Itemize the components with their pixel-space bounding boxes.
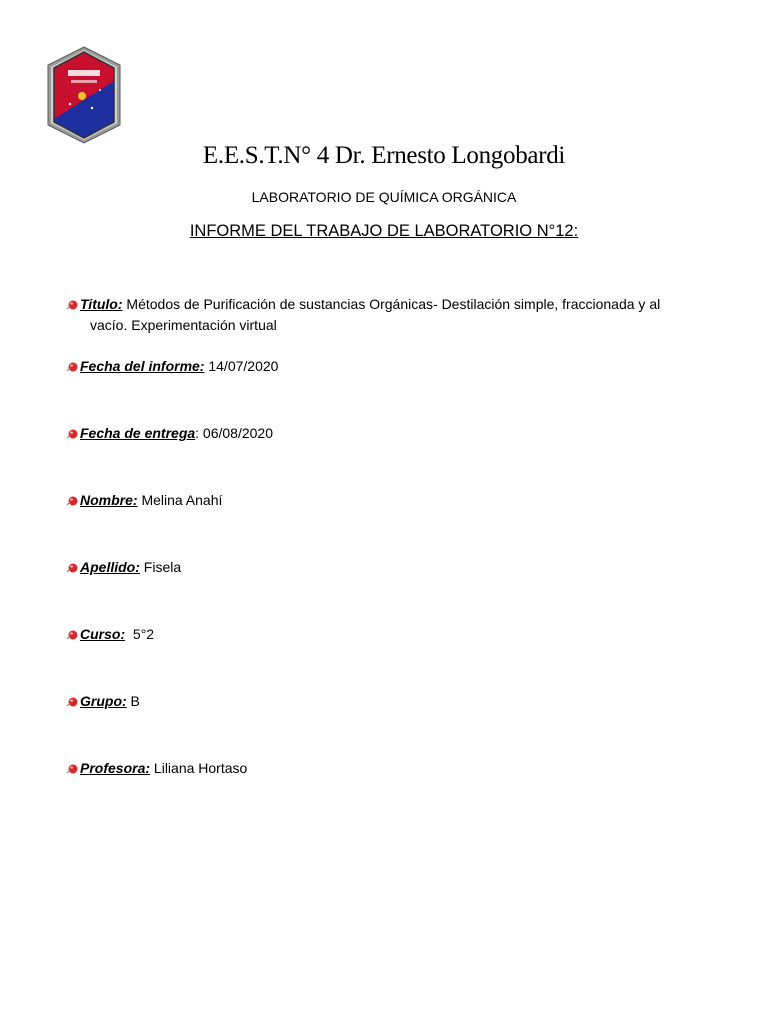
field-value: Liliana Hortaso	[150, 760, 248, 776]
field-grupo	[66, 691, 726, 712]
field-value: 5°2	[125, 626, 155, 642]
red-bullet-icon	[66, 695, 79, 708]
red-bullet-icon	[66, 628, 79, 641]
field-label: Grupo:	[80, 693, 127, 709]
red-bullet-icon	[66, 298, 79, 311]
school-name: E.E.S.T.N° 4 Dr. Ernesto Longobardi	[202, 142, 566, 169]
field-value: B	[126, 693, 140, 709]
red-bullet-icon	[66, 762, 79, 775]
field-profesora	[66, 758, 726, 779]
field-label: Titulo:	[80, 296, 123, 312]
field-value: Melina Anahí	[137, 492, 223, 508]
field-value-continuation: vacío. Experimentación virtual	[90, 317, 277, 333]
report-title: INFORME DEL TRABAJO DE LABORATORIO N°12:	[189, 222, 579, 240]
field-label: Fecha de entrega	[80, 425, 196, 441]
red-bullet-icon	[66, 360, 79, 373]
field-apellido	[66, 557, 726, 578]
field-titulo	[66, 294, 726, 336]
field-fecha-informe	[66, 356, 726, 377]
field-curso	[66, 624, 726, 645]
field-value: Fisela	[139, 559, 182, 575]
red-bullet-icon	[66, 427, 79, 440]
field-label: Apellido:	[80, 559, 140, 575]
field-fecha-entrega	[66, 423, 726, 444]
school-logo	[46, 46, 122, 144]
field-label: Fecha del informe:	[80, 358, 205, 374]
field-nombre	[66, 490, 726, 511]
field-value: 14/07/2020	[204, 358, 279, 374]
field-value: Métodos de Purificación de sustancias Orgánicas- Destilación simple, fraccionada y al	[122, 296, 661, 312]
field-label: Curso:	[80, 626, 126, 642]
laboratory-name: LABORATORIO DE QUÍMICA ORGÁNICA	[251, 189, 517, 205]
field-value: : 06/08/2020	[195, 425, 274, 441]
red-bullet-icon	[66, 494, 79, 507]
red-bullet-icon	[66, 561, 79, 574]
field-label: Profesora:	[80, 760, 151, 776]
field-label: Nombre:	[80, 492, 138, 508]
